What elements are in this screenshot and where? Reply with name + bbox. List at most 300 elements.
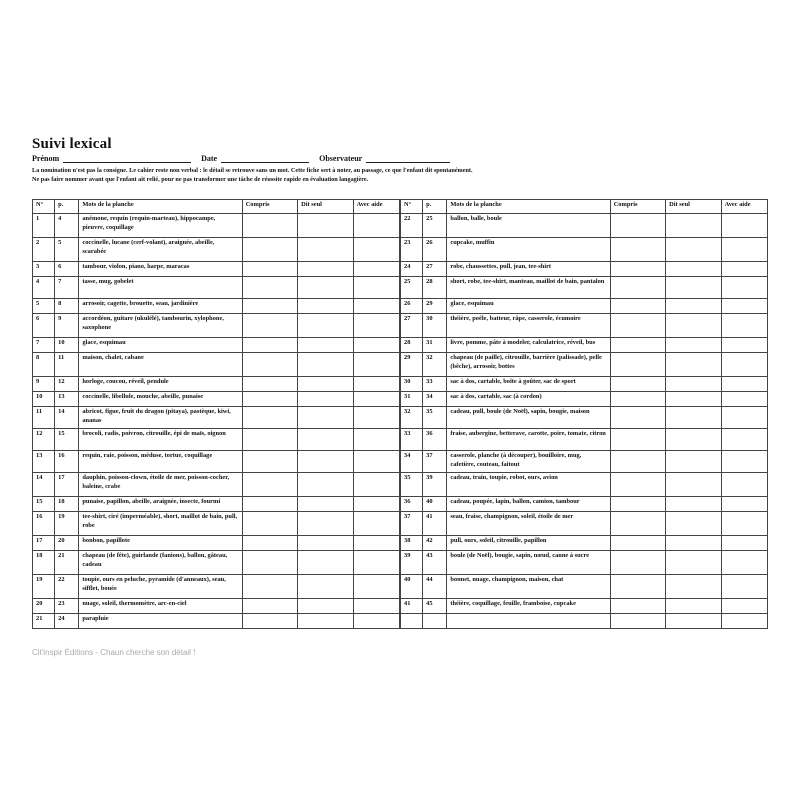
table-row — [33, 262, 400, 277]
avec-aide-cell[interactable] — [721, 407, 767, 429]
row-words: parapluie — [79, 614, 242, 629]
row-words: punaise, papillon, abeille, araignée, insecte, fourmi — [79, 497, 242, 512]
row-words: pull, ours, soleil, citrouille, papillon — [447, 536, 610, 551]
compris-cell[interactable] — [242, 575, 297, 599]
compris-cell[interactable] — [242, 353, 297, 377]
row-page: 13 — [55, 392, 79, 407]
row-number: 2 — [33, 238, 55, 262]
row-number: 15 — [33, 497, 55, 512]
avec-aide-cell[interactable] — [721, 551, 767, 575]
compris-cell[interactable] — [610, 551, 665, 575]
table-row — [401, 299, 768, 314]
compris-cell[interactable] — [610, 497, 665, 512]
row-page: 20 — [55, 536, 79, 551]
row-page: 45 — [423, 599, 447, 614]
row-page: 12 — [55, 377, 79, 392]
row-number: 26 — [401, 299, 423, 314]
compris-cell[interactable] — [242, 277, 297, 299]
dit-seul-cell[interactable] — [666, 429, 721, 451]
table-row — [401, 473, 768, 497]
compris-cell[interactable] — [610, 451, 665, 473]
dit-seul-cell[interactable] — [298, 599, 353, 614]
avec-aide-cell[interactable] — [353, 262, 399, 277]
dit-seul-cell[interactable] — [666, 238, 721, 262]
row-number: 22 — [401, 214, 423, 238]
table-row — [33, 377, 400, 392]
compris-cell[interactable] — [610, 407, 665, 429]
row-number: 3 — [33, 262, 55, 277]
row-page: 26 — [423, 238, 447, 262]
compris-cell[interactable] — [242, 599, 297, 614]
dit-seul-cell[interactable] — [298, 392, 353, 407]
avec-aide-cell[interactable] — [721, 377, 767, 392]
dit-seul-cell[interactable] — [666, 214, 721, 238]
table-row — [33, 214, 400, 238]
table-row — [401, 377, 768, 392]
row-number: 31 — [401, 392, 423, 407]
avec-aide-cell[interactable] — [353, 473, 399, 497]
compris-cell[interactable] — [242, 377, 297, 392]
dit-seul-cell[interactable] — [298, 614, 353, 629]
row-number: 30 — [401, 377, 423, 392]
table-header-row — [401, 200, 768, 214]
compris-cell[interactable] — [610, 599, 665, 614]
row-number: 5 — [33, 299, 55, 314]
table-row — [33, 392, 400, 407]
table-row — [33, 277, 400, 299]
row-words: tasse, mug, gobelet — [79, 277, 242, 299]
compris-cell[interactable] — [242, 429, 297, 451]
avec-aide-cell[interactable] — [721, 392, 767, 407]
row-page: 25 — [423, 214, 447, 238]
table-row — [401, 407, 768, 429]
dit-seul-cell[interactable] — [298, 299, 353, 314]
table-row — [401, 512, 768, 536]
table-row — [33, 599, 400, 614]
row-number: 18 — [33, 551, 55, 575]
row-number: 28 — [401, 338, 423, 353]
col-header-dit-seul: Dit seul — [298, 200, 353, 214]
row-number: 11 — [33, 407, 55, 429]
dit-seul-cell[interactable] — [298, 551, 353, 575]
row-page: 28 — [423, 277, 447, 299]
avec-aide-cell[interactable] — [721, 429, 767, 451]
dit-seul-cell[interactable] — [298, 262, 353, 277]
avec-aide-cell[interactable] — [721, 536, 767, 551]
avec-aide-cell[interactable] — [353, 551, 399, 575]
col-header-compris: Compris — [610, 200, 665, 214]
row-page: 35 — [423, 407, 447, 429]
compris-cell[interactable] — [242, 214, 297, 238]
dit-seul-cell[interactable] — [298, 277, 353, 299]
compris-cell[interactable] — [242, 262, 297, 277]
avec-aide-cell[interactable] — [721, 451, 767, 473]
table-row — [401, 429, 768, 451]
row-page: 4 — [55, 214, 79, 238]
row-words: fraise, aubergine, betterave, carotte, poire, tomate, citron — [447, 429, 610, 451]
dit-seul-cell[interactable] — [298, 214, 353, 238]
row-number: 13 — [33, 451, 55, 473]
dit-seul-cell[interactable] — [298, 338, 353, 353]
dit-seul-cell[interactable] — [666, 407, 721, 429]
col-header-num: N° — [33, 200, 55, 214]
table-row — [33, 575, 400, 599]
avec-aide-cell[interactable] — [721, 338, 767, 353]
row-words: coccinelle, libellule, mouche, abeille, punaise — [79, 392, 242, 407]
compris-cell[interactable] — [610, 353, 665, 377]
field-observateur[interactable] — [319, 154, 450, 163]
compris-cell[interactable] — [610, 575, 665, 599]
avec-aide-cell[interactable] — [353, 299, 399, 314]
dit-seul-cell[interactable] — [666, 277, 721, 299]
dit-seul-cell[interactable] — [666, 614, 721, 629]
row-words: sac à dos, cartable, boîte à goûter, sac de sport — [447, 377, 610, 392]
avec-aide-cell[interactable] — [721, 214, 767, 238]
table-right — [400, 199, 768, 629]
compris-cell[interactable] — [610, 214, 665, 238]
row-words: glace, esquimau — [447, 299, 610, 314]
row-number: 16 — [33, 512, 55, 536]
table-header-row — [33, 200, 400, 214]
row-words: horloge, coucou, réveil, pendule — [79, 377, 242, 392]
avec-aide-cell[interactable] — [353, 214, 399, 238]
form-fields — [32, 154, 768, 163]
row-page: 37 — [423, 451, 447, 473]
row-words: tee-shirt, ciré (imperméable), short, maillot de bain, pull, robe — [79, 512, 242, 536]
field-line[interactable] — [221, 155, 309, 163]
row-words: bonbon, papillote — [79, 536, 242, 551]
table-row — [33, 314, 400, 338]
dit-seul-cell[interactable] — [666, 353, 721, 377]
row-page: 5 — [55, 238, 79, 262]
tracking-tables — [32, 199, 768, 629]
compris-cell[interactable] — [610, 262, 665, 277]
compris-cell[interactable] — [242, 314, 297, 338]
row-words: livre, pomme, pâte à modeler, calculatrice, réveil, bus — [447, 338, 610, 353]
row-page: 34 — [423, 392, 447, 407]
row-page: 8 — [55, 299, 79, 314]
table-row — [401, 551, 768, 575]
row-number: 25 — [401, 277, 423, 299]
avec-aide-cell[interactable] — [353, 353, 399, 377]
table-row — [401, 238, 768, 262]
col-header-words: Mots de la planche — [79, 200, 242, 214]
table-row — [33, 299, 400, 314]
avec-aide-cell[interactable] — [721, 262, 767, 277]
avec-aide-cell[interactable] — [353, 575, 399, 599]
row-number: 7 — [33, 338, 55, 353]
table-row — [33, 497, 400, 512]
dit-seul-cell[interactable] — [666, 299, 721, 314]
compris-cell[interactable] — [610, 277, 665, 299]
row-page: 36 — [423, 429, 447, 451]
row-words: maison, chalet, cabane — [79, 353, 242, 377]
dit-seul-cell[interactable] — [666, 551, 721, 575]
row-page: 23 — [55, 599, 79, 614]
table-left — [32, 199, 400, 629]
table-row — [33, 338, 400, 353]
row-number: 37 — [401, 512, 423, 536]
row-number: 12 — [33, 429, 55, 451]
col-header-avec-aide: Avec aide — [353, 200, 399, 214]
row-number — [401, 614, 423, 629]
page-title: Suivi lexical — [32, 136, 112, 152]
sheet-header — [32, 136, 768, 184]
avec-aide-cell[interactable] — [353, 277, 399, 299]
row-number: 27 — [401, 314, 423, 338]
row-words: brocoli, radis, poivron, citrouille, épi de maïs, oignon — [79, 429, 242, 451]
field-line[interactable] — [63, 155, 191, 163]
row-words: cadeau, train, toupie, robot, ours, avion — [447, 473, 610, 497]
row-number: 17 — [33, 536, 55, 551]
dit-seul-cell[interactable] — [298, 238, 353, 262]
row-words: abricot, figue, fruit du dragon (pitaya), pastèque, kiwi, ananas — [79, 407, 242, 429]
dit-seul-cell[interactable] — [666, 338, 721, 353]
avec-aide-cell[interactable] — [721, 497, 767, 512]
row-page: 22 — [55, 575, 79, 599]
avec-aide-cell[interactable] — [721, 353, 767, 377]
row-words: dauphin, poisson-clown, étoile de mer, poisson-cocher, baleine, crabe — [79, 473, 242, 497]
table-right-body — [401, 214, 768, 629]
row-page: 33 — [423, 377, 447, 392]
avec-aide-cell[interactable] — [353, 599, 399, 614]
compris-cell[interactable] — [610, 338, 665, 353]
row-page: 7 — [55, 277, 79, 299]
row-number: 10 — [33, 392, 55, 407]
avec-aide-cell[interactable] — [721, 299, 767, 314]
row-page: 14 — [55, 407, 79, 429]
dit-seul-cell[interactable] — [298, 314, 353, 338]
table-row — [401, 497, 768, 512]
table-row — [33, 451, 400, 473]
row-page: 40 — [423, 497, 447, 512]
row-number: 21 — [33, 614, 55, 629]
dit-seul-cell[interactable] — [666, 575, 721, 599]
row-page: 32 — [423, 353, 447, 377]
row-words: robe, chaussettes, pull, jean, tee-shirt — [447, 262, 610, 277]
row-number: 38 — [401, 536, 423, 551]
row-page: 27 — [423, 262, 447, 277]
avec-aide-cell[interactable] — [353, 429, 399, 451]
col-header-page: p. — [423, 200, 447, 214]
row-page: 6 — [55, 262, 79, 277]
col-header-compris: Compris — [242, 200, 297, 214]
compris-cell[interactable] — [242, 614, 297, 629]
row-words: théière, coquillage, feuille, framboise, cupcake — [447, 599, 610, 614]
table-row — [401, 599, 768, 614]
avec-aide-cell[interactable] — [353, 377, 399, 392]
table-row — [401, 353, 768, 377]
compris-cell[interactable] — [610, 512, 665, 536]
field-date[interactable] — [201, 154, 309, 163]
col-header-words: Mots de la planche — [447, 200, 610, 214]
compris-cell[interactable] — [242, 392, 297, 407]
row-number: 20 — [33, 599, 55, 614]
table-row — [401, 575, 768, 599]
row-page: 11 — [55, 353, 79, 377]
row-page: 18 — [55, 497, 79, 512]
avec-aide-cell[interactable] — [353, 407, 399, 429]
avec-aide-cell[interactable] — [721, 614, 767, 629]
dit-seul-cell[interactable] — [666, 497, 721, 512]
row-words: ballon, balle, boule — [447, 214, 610, 238]
dit-seul-cell[interactable] — [298, 377, 353, 392]
field-label: Date — [201, 154, 218, 163]
row-words: nuage, soleil, thermomètre, arc-en-ciel — [79, 599, 242, 614]
row-number: 29 — [401, 353, 423, 377]
dit-seul-cell[interactable] — [298, 353, 353, 377]
row-words: anémone, requin (requin-marteau), hippocampe, pieuvre, coquillage — [79, 214, 242, 238]
avec-aide-cell[interactable] — [721, 238, 767, 262]
dit-seul-cell[interactable] — [298, 536, 353, 551]
row-page: 10 — [55, 338, 79, 353]
col-header-num: N° — [401, 200, 423, 214]
compris-cell[interactable] — [242, 451, 297, 473]
avec-aide-cell[interactable] — [353, 338, 399, 353]
dit-seul-cell[interactable] — [666, 377, 721, 392]
dit-seul-cell[interactable] — [298, 497, 353, 512]
avec-aide-cell[interactable] — [721, 277, 767, 299]
compris-cell[interactable] — [610, 536, 665, 551]
row-words: cadeau, pull, boule (de Noël), sapin, bougie, maison — [447, 407, 610, 429]
row-page: 9 — [55, 314, 79, 338]
row-page: 15 — [55, 429, 79, 451]
row-number: 19 — [33, 575, 55, 599]
compris-cell[interactable] — [242, 536, 297, 551]
dit-seul-cell[interactable] — [666, 512, 721, 536]
row-number: 32 — [401, 407, 423, 429]
avec-aide-cell[interactable] — [721, 575, 767, 599]
compris-cell[interactable] — [242, 497, 297, 512]
instruction-line-1: La nomination n'est pas la consigne. Le cahier reste non verbal : le détail se retrouve sans un mot. Cette fiche sert à noter, au passage, ce que l'enfant dit spontanément. — [32, 167, 473, 174]
dit-seul-cell[interactable] — [666, 262, 721, 277]
compris-cell[interactable] — [242, 473, 297, 497]
table-row — [401, 338, 768, 353]
dit-seul-cell[interactable] — [298, 407, 353, 429]
dit-seul-cell[interactable] — [298, 512, 353, 536]
dit-seul-cell[interactable] — [298, 575, 353, 599]
avec-aide-cell[interactable] — [353, 497, 399, 512]
row-words: requin, raie, poisson, méduse, tortue, coquillage — [79, 451, 242, 473]
row-words: sac à dos, cartable, sac (à cordon) — [447, 392, 610, 407]
table-row — [401, 451, 768, 473]
table-row — [401, 214, 768, 238]
row-number: 6 — [33, 314, 55, 338]
field-prenom[interactable] — [32, 154, 191, 163]
avec-aide-cell[interactable] — [353, 451, 399, 473]
row-words: glace, esquimau — [79, 338, 242, 353]
field-line[interactable] — [366, 155, 450, 163]
row-page: 42 — [423, 536, 447, 551]
row-page: 21 — [55, 551, 79, 575]
table-row — [33, 536, 400, 551]
row-number: 36 — [401, 497, 423, 512]
table-row — [401, 614, 768, 629]
dit-seul-cell[interactable] — [666, 392, 721, 407]
row-words: casserole, planche (à découper), bouilloire, mug, cafetière, couteau, faitout — [447, 451, 610, 473]
row-number: 35 — [401, 473, 423, 497]
row-words: arrosoir, cagette, brouette, seau, jardinière — [79, 299, 242, 314]
row-words — [447, 614, 610, 629]
dit-seul-cell[interactable] — [666, 536, 721, 551]
row-page: 24 — [55, 614, 79, 629]
instruction-line-2: Ne pas faire nommer avant que l'enfant ait relié, pour ne pas transformer une tâche de réussite rapide en évaluation langagière. — [32, 176, 369, 183]
dit-seul-cell[interactable] — [298, 451, 353, 473]
table-row — [33, 473, 400, 497]
compris-cell[interactable] — [610, 299, 665, 314]
row-words: théière, poêle, batteur, râpe, casserole, écumoire — [447, 314, 610, 338]
table-row — [33, 353, 400, 377]
compris-cell[interactable] — [242, 299, 297, 314]
compris-cell[interactable] — [610, 238, 665, 262]
row-page: 29 — [423, 299, 447, 314]
avec-aide-cell[interactable] — [353, 314, 399, 338]
compris-cell[interactable] — [610, 473, 665, 497]
table-row — [401, 536, 768, 551]
avec-aide-cell[interactable] — [721, 599, 767, 614]
dit-seul-cell[interactable] — [298, 429, 353, 451]
row-words: cadeau, poupée, lapin, ballon, camion, tambour — [447, 497, 610, 512]
row-words: tambour, violon, piano, harpe, maracas — [79, 262, 242, 277]
row-words: toupie, ours en peluche, pyramide (d'anneaux), seau, sifflet, bouée — [79, 575, 242, 599]
row-page: 39 — [423, 473, 447, 497]
row-page: 16 — [55, 451, 79, 473]
table-left-body — [33, 214, 400, 629]
avec-aide-cell[interactable] — [353, 512, 399, 536]
compris-cell[interactable] — [242, 238, 297, 262]
table-row — [401, 277, 768, 299]
dit-seul-cell[interactable] — [666, 314, 721, 338]
row-words: cupcake, muffin — [447, 238, 610, 262]
compris-cell[interactable] — [610, 314, 665, 338]
dit-seul-cell[interactable] — [666, 599, 721, 614]
table-row — [33, 614, 400, 629]
compris-cell[interactable] — [610, 429, 665, 451]
avec-aide-cell[interactable] — [721, 512, 767, 536]
compris-cell[interactable] — [242, 338, 297, 353]
table-row — [33, 238, 400, 262]
row-page — [423, 614, 447, 629]
compris-cell[interactable] — [242, 551, 297, 575]
avec-aide-cell[interactable] — [353, 536, 399, 551]
compris-cell[interactable] — [242, 407, 297, 429]
row-number: 9 — [33, 377, 55, 392]
compris-cell[interactable] — [610, 392, 665, 407]
row-number: 41 — [401, 599, 423, 614]
compris-cell[interactable] — [610, 377, 665, 392]
table-row — [33, 407, 400, 429]
dit-seul-cell[interactable] — [298, 473, 353, 497]
row-number: 1 — [33, 214, 55, 238]
table-row — [401, 314, 768, 338]
row-number: 4 — [33, 277, 55, 299]
avec-aide-cell[interactable] — [721, 473, 767, 497]
row-words: chapeau (de fête), guirlande (fanions), ballon, gâteau, cadeau — [79, 551, 242, 575]
table-row — [33, 429, 400, 451]
avec-aide-cell[interactable] — [721, 314, 767, 338]
row-number: 39 — [401, 551, 423, 575]
avec-aide-cell[interactable] — [353, 392, 399, 407]
dit-seul-cell[interactable] — [666, 473, 721, 497]
footer-credit: Cit'inspir Éditions - Chaun cherche son détail ! — [32, 648, 196, 657]
dit-seul-cell[interactable] — [666, 451, 721, 473]
compris-cell[interactable] — [242, 512, 297, 536]
avec-aide-cell[interactable] — [353, 238, 399, 262]
avec-aide-cell[interactable] — [353, 614, 399, 629]
field-label: Prénom — [32, 154, 60, 163]
compris-cell[interactable] — [610, 614, 665, 629]
table-row — [401, 392, 768, 407]
